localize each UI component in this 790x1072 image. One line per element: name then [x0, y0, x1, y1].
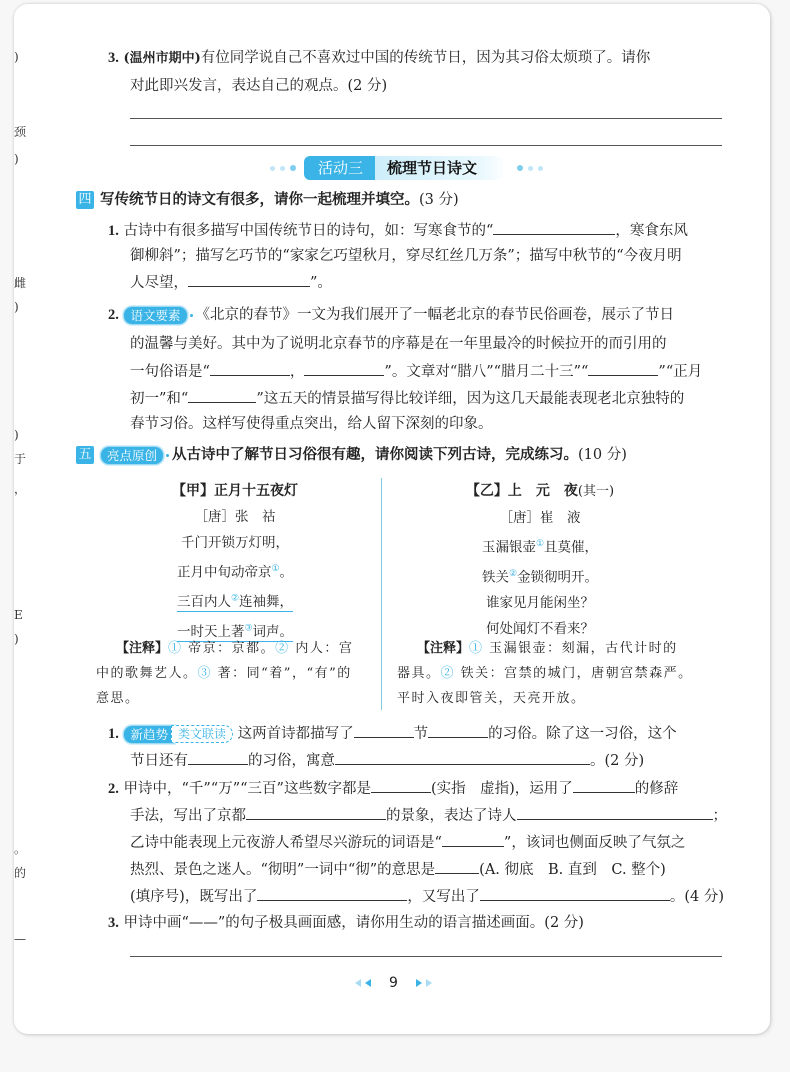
s5-q3	[108, 913, 584, 933]
poem-b-notes	[397, 636, 717, 711]
edge-fragment: 雌	[14, 276, 27, 290]
question-text: ”。	[310, 275, 332, 291]
s5-q1-line2	[130, 750, 644, 771]
question-text: 的修辞	[634, 781, 679, 797]
question-text: ”。文章对“腊八”“腊月二十三”“	[384, 364, 589, 380]
footnote-marker: ②	[508, 568, 518, 579]
poem-text: 且莫催，	[544, 539, 599, 556]
footnote-marker: ②	[440, 666, 456, 681]
question-text: 热烈、景色之迷人。“彻明”一词中“彻”的意思是	[130, 862, 436, 878]
question-text: 。(2 分)	[590, 753, 645, 769]
question-text: 的习俗，寓意	[248, 753, 335, 769]
section-4-header	[76, 190, 459, 210]
fill-blank[interactable]	[304, 361, 384, 376]
answer-line[interactable]	[130, 118, 722, 119]
footnote-marker: ③	[197, 666, 213, 681]
poem-a	[150, 478, 320, 645]
question-text: ”这五天的情景描写得比较详细，因为这几天最能表现老北京独特的	[256, 391, 685, 407]
s5-q2-line2	[130, 805, 727, 826]
question-number: 3.	[108, 50, 119, 66]
question-text: 。(4 分)	[669, 889, 724, 905]
poem-line	[440, 531, 640, 561]
s5-q2-line4	[130, 859, 666, 880]
section-number-badge: 五	[76, 446, 94, 464]
note-text: 中的歌舞艺人。	[96, 666, 198, 681]
question-text: ”“正月	[658, 364, 703, 380]
fill-blank[interactable]	[442, 832, 504, 847]
fill-blank[interactable]	[493, 220, 615, 235]
poem-text: 铁关	[481, 569, 509, 585]
poem-author: ［唐］张 祜	[194, 509, 276, 525]
activity-banner	[270, 155, 543, 181]
question-text: 的景象，表达了诗人	[386, 808, 517, 824]
question-number: 1.	[108, 223, 119, 239]
footnote-marker: ③	[244, 623, 253, 633]
s5-q2-line5	[130, 886, 724, 907]
question-source: (温州市期中)	[123, 51, 201, 66]
tag-dot	[166, 454, 169, 457]
next-arrow-icon[interactable]	[426, 979, 432, 987]
poem-line-underlined	[150, 586, 320, 616]
question-text: 《北京的春节》一文为我们展开了一幅老北京的春节民俗画卷，展示了节日	[195, 307, 674, 323]
edge-fragment: )	[14, 300, 19, 314]
note-text: 著：同“着”，“有”的	[212, 666, 352, 681]
fill-blank[interactable]	[573, 778, 635, 793]
question-text: 节	[413, 726, 429, 742]
note-text: 内人：宫	[289, 641, 354, 656]
poem-text: 词声。	[252, 623, 294, 640]
footnote-marker: ②	[230, 593, 240, 604]
answer-line[interactable]	[130, 145, 722, 146]
fill-blank[interactable]	[480, 886, 670, 901]
tag-yuwen-yaosu: 语文要素	[123, 306, 187, 325]
s4-q2-line4	[130, 388, 684, 409]
poem-text: 玉漏银壶	[481, 539, 536, 556]
fill-blank[interactable]	[371, 778, 431, 793]
question-text: 甲诗中，“千”“万”“三百”这些数字都是	[123, 781, 371, 797]
question-3-prev-line2: 对此即兴发言，表达自己的观点。(2 分)	[130, 78, 388, 94]
question-text: 古诗中有很多描写中国传统节日的诗句，如：写寒食节的“	[123, 223, 494, 239]
note-text: 铁关：宫禁的城门，唐朝宫禁森严。	[455, 666, 693, 681]
notes-label: 【注释】	[116, 641, 169, 656]
notes-label: 【注释】	[417, 641, 470, 656]
fill-blank[interactable]	[257, 886, 407, 901]
footnote-marker: ①	[271, 564, 280, 574]
question-text: 有位同学说自己不喜欢过中国的传统节日，因为其习俗太烦琐了。请你	[200, 50, 651, 66]
tag-xin-qushi: 新趋势	[123, 725, 175, 744]
fill-blank[interactable]	[210, 361, 290, 376]
edge-fragment: E	[14, 608, 23, 622]
fill-blank[interactable]	[517, 805, 713, 820]
poem-text: 三百内人	[176, 594, 231, 610]
poem-line: 千门开锁万灯明，	[181, 535, 289, 551]
edge-fragment: 于	[14, 452, 27, 466]
note-text: 器具。	[397, 666, 441, 681]
s4-q2-line3	[130, 361, 702, 382]
poem-text: 正月中旬动帝京	[176, 564, 272, 581]
poem-text: 金锁彻明开。	[517, 569, 599, 585]
question-number: 2.	[108, 781, 119, 797]
section-score: (10 分)	[578, 447, 627, 463]
fill-blank[interactable]	[188, 750, 248, 765]
question-text: 一句俗语是“	[130, 364, 210, 380]
page-footer	[355, 975, 432, 991]
s4-q1-line2: 御柳斜”；描写乞巧节的“家家乞巧望秋月，穿尽红丝几万条”；描写中秋节的“今夜月明	[130, 248, 682, 264]
question-text: (A. 彻底 B. 直到 C. 整个)	[479, 862, 666, 878]
note-text: 意思。	[96, 691, 140, 706]
fill-blank[interactable]	[435, 859, 479, 874]
section-5-header	[76, 445, 627, 465]
footnote-marker: ①	[469, 641, 484, 656]
fill-blank[interactable]	[246, 805, 386, 820]
question-text: 人尽望，	[130, 275, 188, 291]
prev-arrow-icon[interactable]	[365, 979, 371, 987]
fill-blank[interactable]	[188, 272, 310, 287]
question-text: 的习俗。除了这一习俗，这个	[488, 726, 677, 742]
poem-author: ［唐］崔 液	[499, 510, 581, 526]
s5-q2-line1	[108, 778, 678, 799]
poem-text: 一时天上著	[176, 623, 245, 640]
question-text: 甲诗中画“——”的句子极具画面感，请你用生动的语言描述画面。(2 分)	[123, 915, 584, 931]
next-arrow-icon[interactable]	[416, 979, 422, 987]
section-score: (3 分)	[419, 192, 459, 208]
s4-q1-line3	[130, 272, 332, 293]
poem-title-row	[440, 478, 640, 505]
fill-blank[interactable]	[188, 388, 256, 403]
question-text: 节日还有	[130, 753, 188, 769]
tag-leiwen-liandu: 类文联读	[171, 725, 233, 743]
page-number: 9	[389, 975, 398, 991]
answer-line[interactable]	[130, 956, 722, 957]
question-text: 乙诗中能表现上元夜游人希望尽兴游玩的词语是“	[130, 835, 442, 851]
question-3-prev	[108, 48, 650, 69]
note-text: 玉漏银壶：刻漏，古代计时的	[483, 641, 678, 656]
edge-fragment: 颈	[14, 125, 27, 139]
note-text: 帝京：京都。	[182, 641, 276, 656]
question-number: 1.	[108, 726, 119, 742]
activity-label: 活动三	[304, 156, 375, 180]
edge-fragment: )	[14, 50, 19, 64]
poem-title: 【乙】上 元 夜	[465, 483, 578, 499]
poem-b	[440, 478, 640, 642]
question-text: 手法，写出了京都	[130, 808, 246, 824]
footnote-marker: ①	[168, 641, 183, 656]
s4-q2-line1	[108, 305, 674, 325]
note-text: 平时入夜即管关，天亮开放。	[397, 691, 586, 706]
decorative-dots	[270, 165, 296, 171]
fill-blank[interactable]	[335, 750, 590, 765]
poem-subtitle: (其一)	[577, 484, 615, 499]
s4-q2-line2: 的温馨与美好。其中为了说明北京春节的序幕是在一年里最冷的时候拉开的而引用的	[130, 336, 667, 352]
edge-fragment: 。	[14, 842, 27, 856]
question-text: ；	[712, 808, 727, 824]
edge-fragment: —	[14, 932, 26, 946]
footnote-marker: ②	[275, 641, 290, 656]
section-title: 写传统节日的诗文有很多，请你一起梳理并填空。	[100, 192, 419, 208]
activity-title: 梳理节日诗文	[375, 156, 507, 180]
column-divider	[381, 478, 382, 710]
poem-line: 谁家见月能闲坐？	[486, 595, 594, 611]
s5-q1-line1	[108, 723, 677, 744]
question-number: 2.	[108, 307, 119, 323]
s4-q2-line5: 春节习俗。这样写使得重点突出，给人留下深刻的印象。	[130, 416, 493, 432]
edge-fragment: )	[14, 152, 19, 166]
question-number: 3.	[108, 915, 119, 931]
prev-arrow-icon[interactable]	[355, 979, 361, 987]
poem-text: 。	[279, 564, 294, 581]
footnote-marker: ①	[535, 539, 545, 549]
question-text: (实指 虚指)，运用了	[430, 781, 573, 797]
poem-a-notes	[96, 636, 376, 711]
fill-blank[interactable]	[588, 361, 658, 376]
poem-line	[440, 561, 640, 591]
poem-line	[150, 556, 320, 586]
decorative-dots	[517, 165, 543, 171]
question-text: 初一”和“	[130, 391, 189, 407]
question-text: ”，该词也侧面反映了气氛之	[503, 835, 686, 851]
poem-text: 连袖舞，	[239, 594, 294, 610]
edge-fragment: ，	[14, 482, 27, 496]
tag-liangdian-yuanchuang: 亮点原创	[100, 446, 164, 465]
poem-title: 【甲】正月十五夜灯	[172, 483, 298, 499]
question-text: ，	[289, 364, 305, 380]
question-text: ，又写出了	[407, 889, 480, 905]
s4-q1-line1	[108, 220, 688, 241]
edge-fragment: 的	[14, 866, 27, 880]
s5-q2-line3	[130, 832, 685, 853]
section-number-badge: 四	[76, 191, 94, 209]
fill-blank[interactable]	[428, 723, 488, 738]
edge-fragment: )	[14, 428, 19, 442]
section-title: 从古诗中了解节日习俗很有趣，请你阅读下列古诗，完成练习。	[172, 447, 579, 463]
poem-line: 何处闻灯不看来？	[486, 621, 594, 637]
question-text: (填序号)，既写出了	[130, 889, 258, 905]
question-text: ，寒食东风	[615, 223, 688, 239]
tag-dot	[190, 314, 193, 317]
question-text: 这两首诗都描写了	[237, 726, 354, 742]
edge-fragment: )	[14, 632, 19, 646]
fill-blank[interactable]	[354, 723, 414, 738]
